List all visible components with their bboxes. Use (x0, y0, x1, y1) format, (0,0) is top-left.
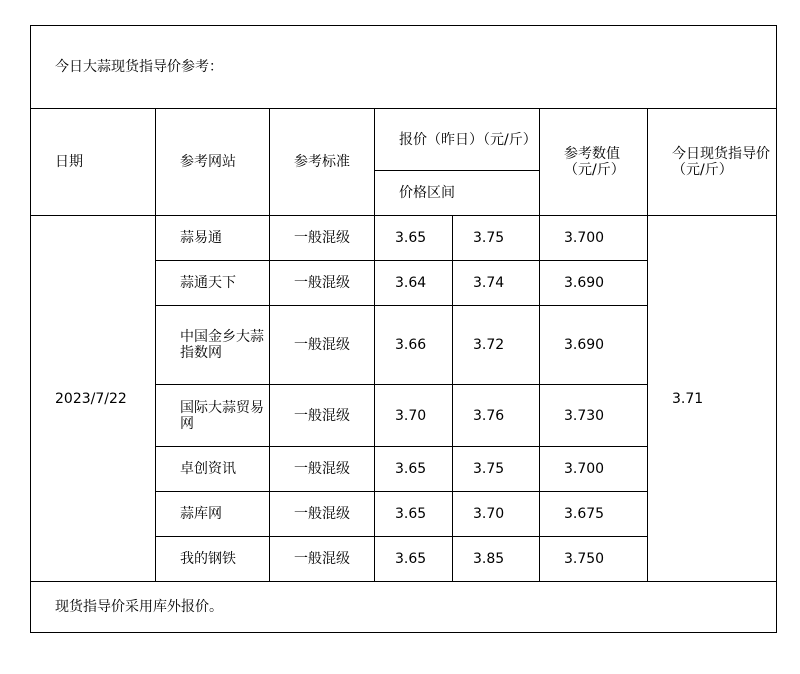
ref-value-cell: 3.750 (540, 537, 648, 582)
price-report (30, 25, 776, 633)
ref-value-cell: 3.690 (540, 261, 648, 306)
table-row (31, 216, 777, 261)
header-ref-value: 参考数值（元/斤） (540, 109, 648, 216)
header-quote: 报价（昨日）（元/斤） (375, 109, 540, 171)
high-price-cell: 3.72 (453, 306, 540, 385)
low-price-cell: 3.65 (375, 537, 453, 582)
header-site: 参考网站 (156, 109, 270, 216)
site-cell: 我的钢铁 (156, 537, 270, 582)
ref-value-cell: 3.700 (540, 216, 648, 261)
standard-cell: 一般混级 (270, 216, 375, 261)
standard-cell: 一般混级 (270, 492, 375, 537)
site-cell: 国际大蒜贸易网 (156, 385, 270, 447)
site-cell: 卓创资讯 (156, 447, 270, 492)
low-price-cell: 3.65 (375, 216, 453, 261)
low-price-cell: 3.66 (375, 306, 453, 385)
ref-value-cell: 3.700 (540, 447, 648, 492)
high-price-cell: 3.70 (453, 492, 540, 537)
high-price-cell: 3.74 (453, 261, 540, 306)
ref-value-cell: 3.730 (540, 385, 648, 447)
price-table (30, 25, 777, 633)
header-price-range: 价格区间 (375, 171, 540, 216)
site-cell: 蒜库网 (156, 492, 270, 537)
low-price-cell: 3.70 (375, 385, 453, 447)
high-price-cell: 3.75 (453, 216, 540, 261)
low-price-cell: 3.65 (375, 447, 453, 492)
high-price-cell: 3.75 (453, 447, 540, 492)
header-standard: 参考标准 (270, 109, 375, 216)
site-cell: 蒜易通 (156, 216, 270, 261)
ref-value-cell: 3.675 (540, 492, 648, 537)
standard-cell: 一般混级 (270, 261, 375, 306)
today-price-cell: 3.71 (648, 216, 777, 582)
site-cell: 蒜通天下 (156, 261, 270, 306)
table-title: 今日大蒜现货指导价参考： (31, 26, 777, 109)
low-price-cell: 3.65 (375, 492, 453, 537)
site-cell: 中国金乡大蒜指数网 (156, 306, 270, 385)
high-price-cell: 3.76 (453, 385, 540, 447)
low-price-cell: 3.64 (375, 261, 453, 306)
standard-cell: 一般混级 (270, 385, 375, 447)
table-footnote: 现货指导价采用库外报价。 (31, 582, 777, 633)
standard-cell: 一般混级 (270, 306, 375, 385)
date-cell: 2023/7/22 (31, 216, 156, 582)
standard-cell: 一般混级 (270, 537, 375, 582)
high-price-cell: 3.85 (453, 537, 540, 582)
header-date: 日期 (31, 109, 156, 216)
header-today-price: 今日现货指导价（元/斤） (648, 109, 777, 216)
ref-value-cell: 3.690 (540, 306, 648, 385)
standard-cell: 一般混级 (270, 447, 375, 492)
